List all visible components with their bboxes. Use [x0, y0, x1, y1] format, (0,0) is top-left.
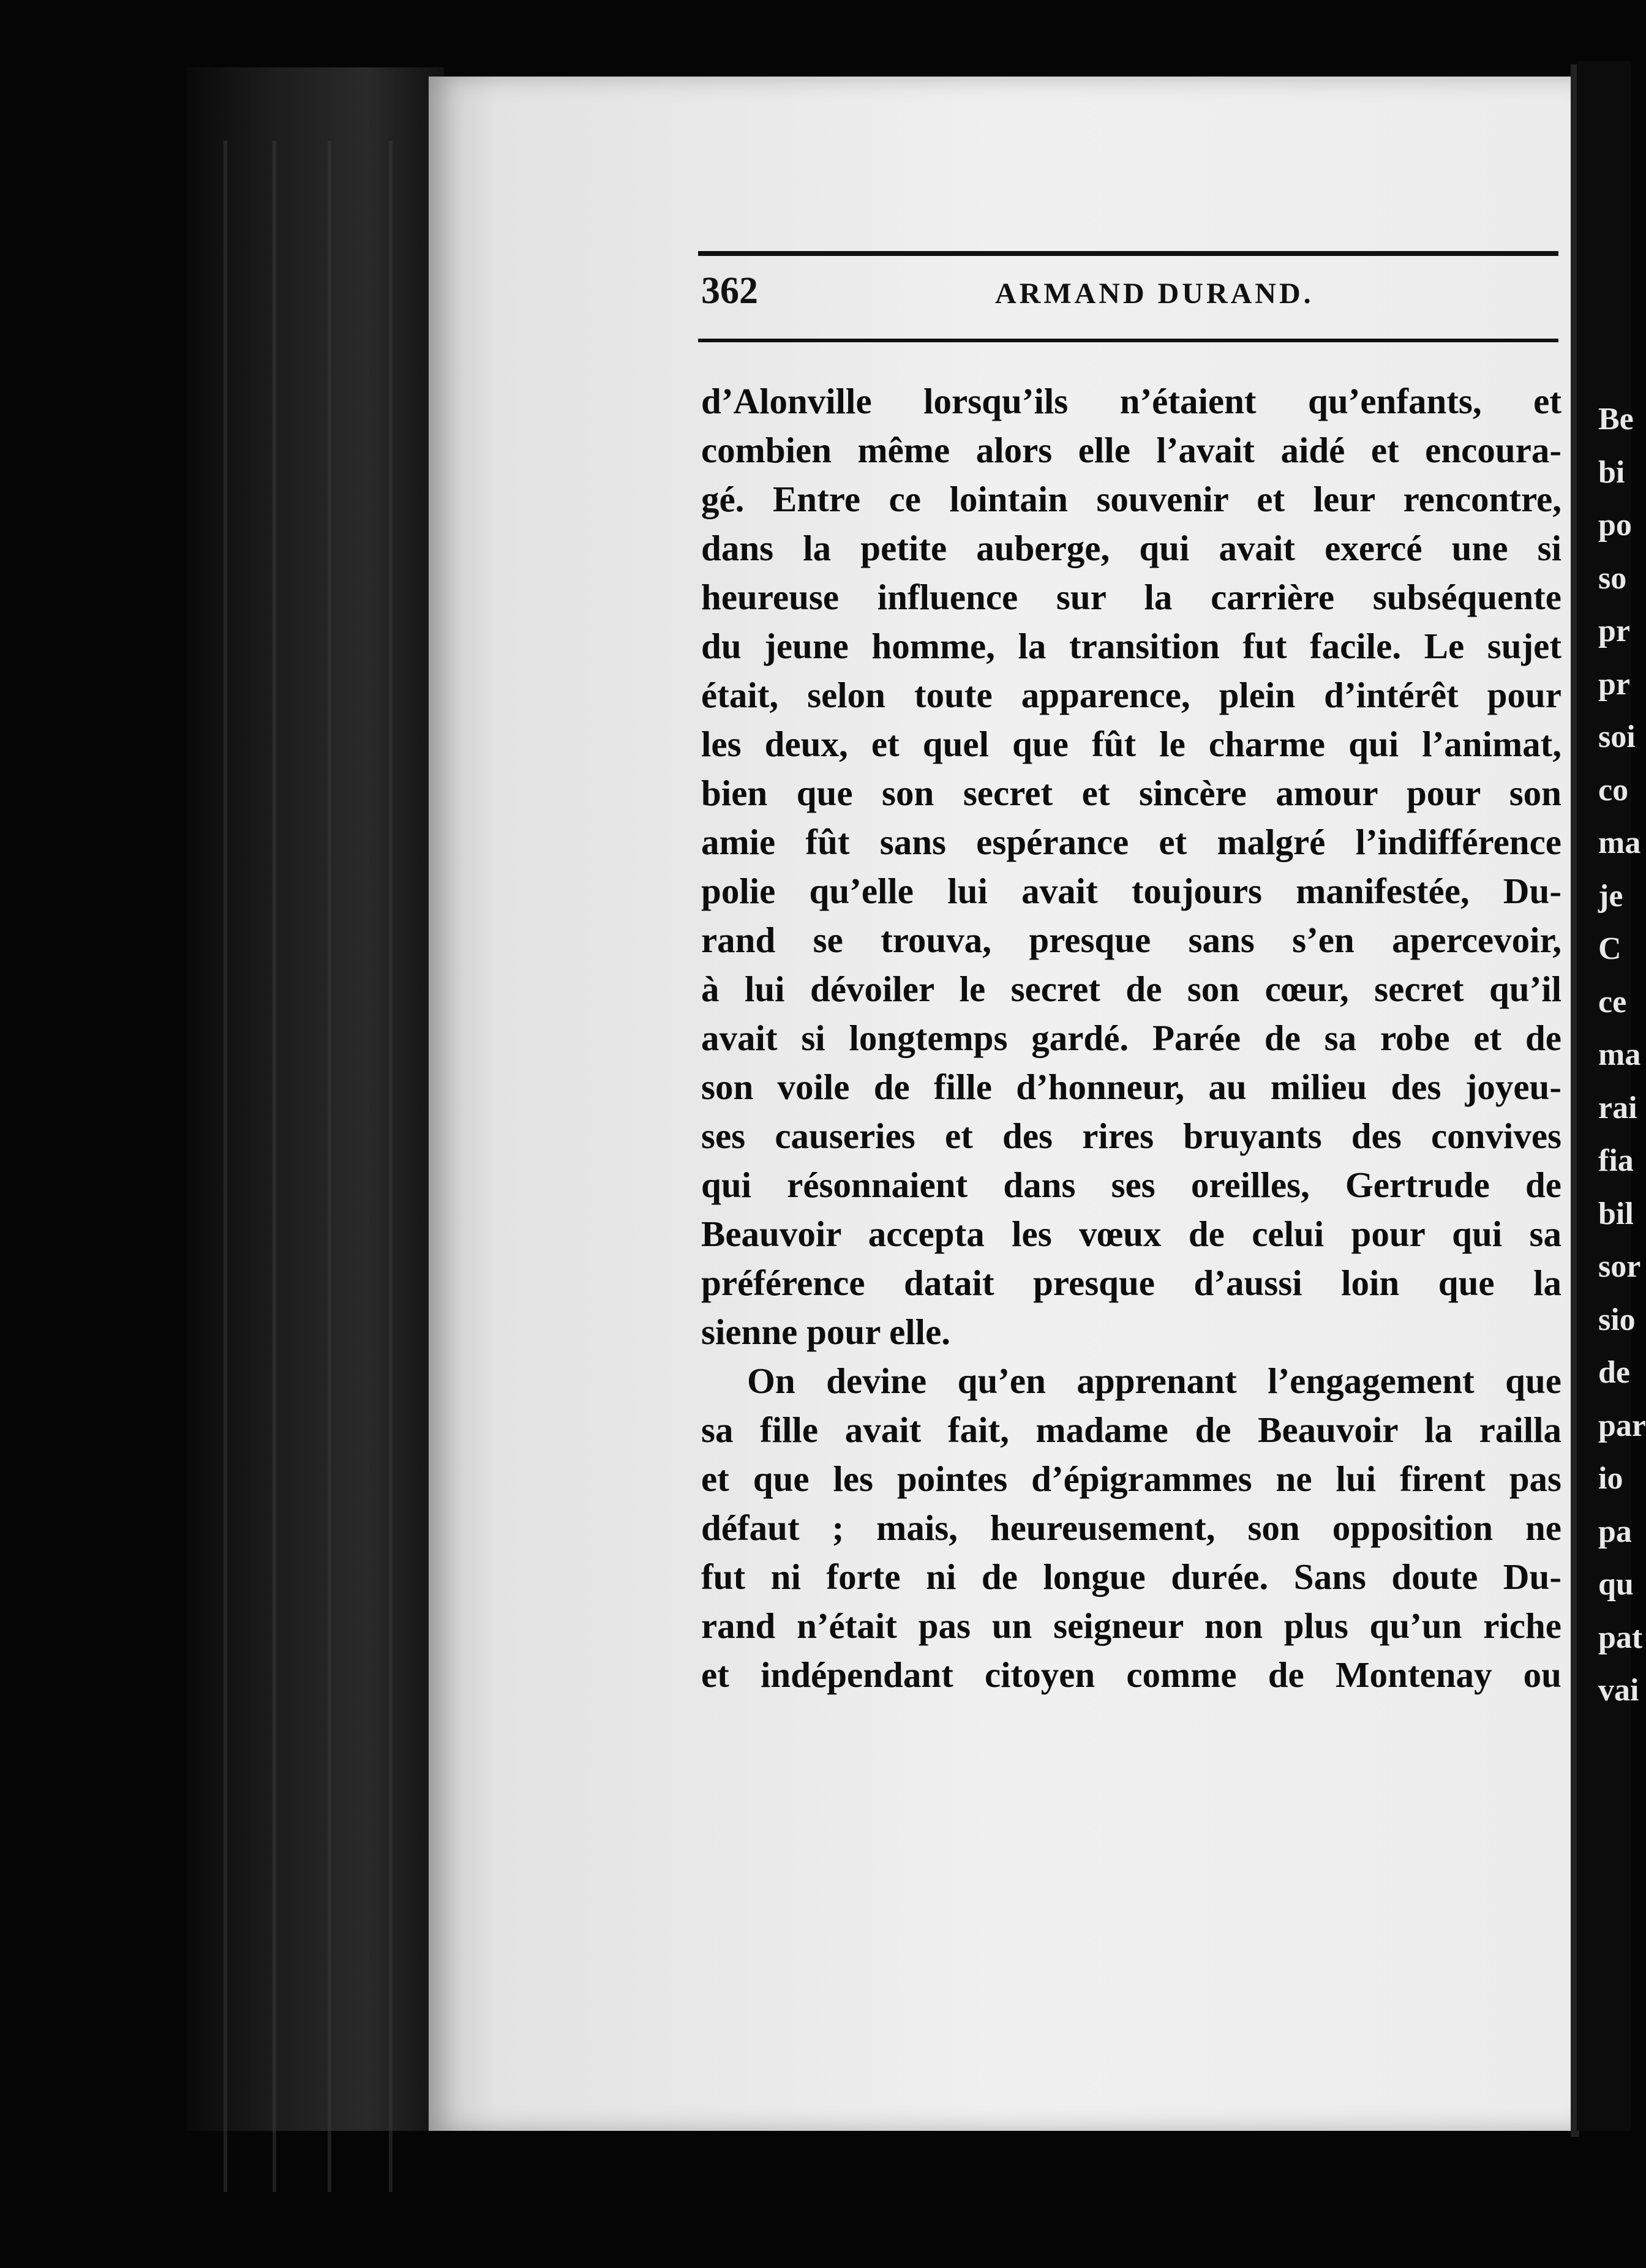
adjacent-page-fragment: bi	[1598, 454, 1625, 490]
text-line: heureuse influence sur la carrière subséquente	[701, 577, 1561, 617]
spine-stripe	[272, 141, 276, 2192]
text-line: On devine qu’en apprenant l’engagement que	[747, 1361, 1561, 1401]
text-line: son voile de fille d’honneur, au milieu des joyeu-	[701, 1067, 1561, 1107]
spine-stripe	[389, 141, 393, 2192]
text-line: et que les pointes d’épigrammes ne lui firent pas	[701, 1459, 1561, 1499]
text-line: bien que son secret et sincère amour pour son	[701, 773, 1561, 813]
spine-stripe	[224, 141, 227, 2192]
book-spine	[187, 67, 444, 2131]
spine-stripe	[328, 141, 331, 2192]
text-line: sa fille avait fait, madame de Beauvoir la railla	[701, 1410, 1561, 1450]
text-line: polie qu’elle lui avait toujours manifestée, Du-	[701, 871, 1561, 911]
body-text	[701, 377, 1561, 1699]
adjacent-page-fragment: po	[1598, 508, 1632, 543]
text-line: les deux, et quel que fût le charme qui l’animat,	[701, 724, 1561, 764]
adjacent-page-fragment: vai	[1598, 1673, 1639, 1708]
adjacent-page-fragment: pa	[1598, 1514, 1632, 1549]
text-line: combien même alors elle l’avait aidé et encoura-	[701, 430, 1561, 470]
adjacent-page-fragment: rai	[1598, 1090, 1637, 1125]
running-header	[701, 269, 1561, 331]
adjacent-page-fragment: so	[1598, 560, 1627, 596]
text-line: qui résonnaient dans ses oreilles, Gertrude de	[701, 1165, 1561, 1205]
adjacent-page-fragment: par	[1598, 1408, 1646, 1443]
text-line: ses causeries et des rires bruyants des convives	[701, 1116, 1561, 1156]
text-line: préférence datait presque d’aussi loin que la	[701, 1263, 1561, 1303]
adjacent-page-fragment: de	[1598, 1355, 1630, 1390]
adjacent-page-fragment: io	[1598, 1461, 1623, 1496]
text-line: fut ni forte ni de longue durée. Sans doute Du-	[701, 1556, 1561, 1597]
adjacent-page-fragment: ce	[1598, 984, 1627, 1019]
adjacent-page-fragment: qu	[1598, 1567, 1634, 1602]
header-rule-bottom	[698, 339, 1558, 342]
text-line: était, selon toute apparence, plein d’intérêt pour	[701, 675, 1561, 715]
adjacent-page-fragment: pr	[1598, 614, 1630, 648]
adjacent-page-fragment: pr	[1598, 666, 1630, 702]
text-line: à lui dévoiler le secret de son cœur, secret qu’il	[701, 969, 1561, 1009]
adjacent-page-fragment: ma	[1598, 825, 1641, 860]
adjacent-page-fragment: co	[1598, 772, 1629, 808]
text-line: gé. Entre ce lointain souvenir et leur rencontre,	[701, 479, 1561, 519]
adjacent-page-fragment: ma	[1598, 1037, 1641, 1072]
page-number: 362	[701, 270, 758, 312]
adjacent-page-fragment: pat	[1598, 1620, 1643, 1655]
header-rule-top	[698, 251, 1558, 256]
adjacent-page-fragment: sio	[1598, 1302, 1636, 1337]
adjacent-page-fragment: C	[1598, 931, 1622, 966]
adjacent-page-fragment: Be	[1598, 402, 1634, 437]
adjacent-page-fragment: soi	[1598, 719, 1636, 754]
text-line: sienne pour elle.	[701, 1312, 951, 1352]
adjacent-page-fragment: bil	[1598, 1196, 1634, 1231]
text-line: avait si longtemps gardé. Parée de sa robe et de	[701, 1018, 1561, 1058]
text-line: du jeune homme, la transition fut facile. Le sujet	[701, 626, 1561, 666]
adjacent-page-fragment: je	[1598, 878, 1623, 914]
text-line: d’Alonville lorsqu’ils n’étaient qu’enfants, et	[701, 381, 1561, 421]
text-line: défaut ; mais, heureusement, son opposition ne	[701, 1508, 1561, 1548]
adjacent-page-fragment: sor	[1598, 1249, 1641, 1284]
running-title: ARMAND DURAND.	[995, 277, 1314, 310]
text-line: rand n’était pas un seigneur non plus qu’un riche	[701, 1605, 1561, 1646]
text-line: dans la petite auberge, qui avait exercé une si	[701, 528, 1561, 568]
text-line: rand se trouva, presque sans s’en apercevoir,	[701, 920, 1561, 960]
text-line: et indépendant citoyen comme de Montenay ou	[701, 1654, 1561, 1695]
text-line: amie fût sans espérance et malgré l’indifférence	[701, 822, 1561, 862]
text-line: Beauvoir accepta les vœux de celui pour qui sa	[701, 1214, 1561, 1254]
adjacent-page-fragment: fia	[1598, 1143, 1634, 1178]
book-page	[429, 77, 1580, 2131]
